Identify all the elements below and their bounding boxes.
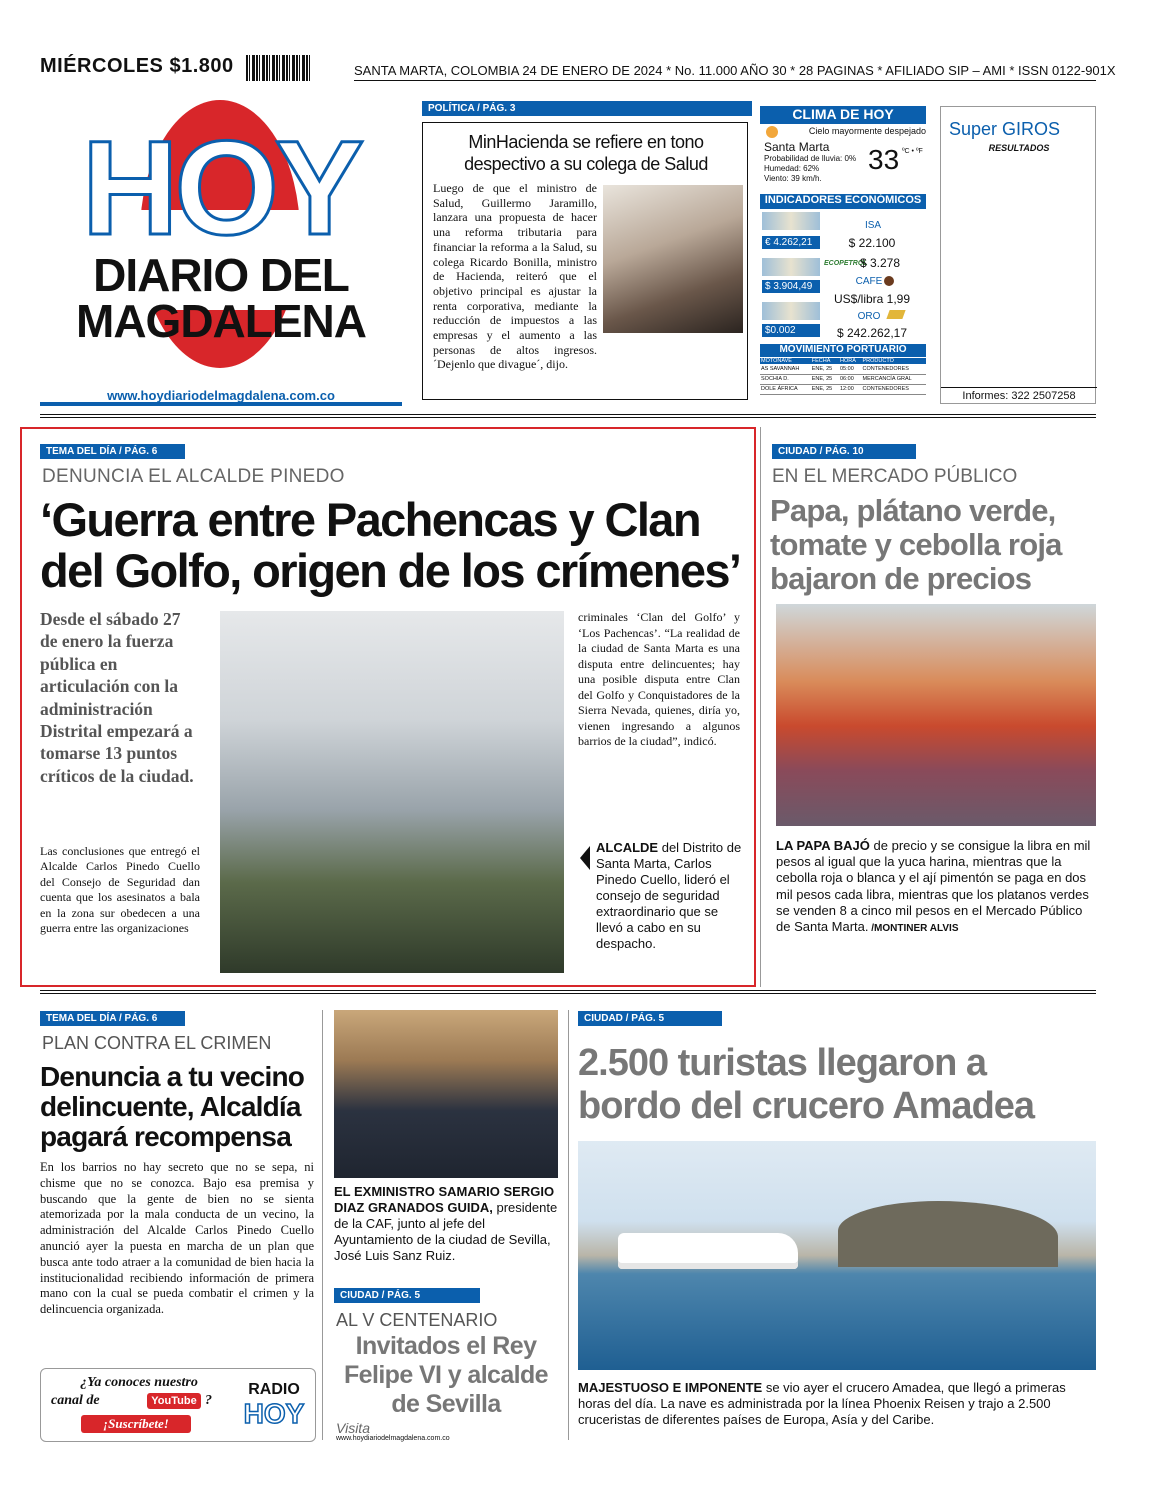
euro-value: € 4.262,21: [762, 236, 820, 249]
sevilla-kicker: AL V CENTENARIO: [336, 1310, 498, 1330]
supergiros-panel[interactable]: [940, 106, 1096, 404]
caf-photo: [334, 1010, 558, 1178]
dollar-icon: [762, 258, 820, 276]
port-title: MOVIMIENTO PORTUARIO: [760, 344, 926, 357]
cafe-label: CAFE: [855, 276, 883, 287]
divider: [40, 993, 1096, 994]
logo-magdalena: MAGDALENA: [76, 295, 366, 347]
port-cell: CONTENEDORES: [862, 364, 927, 374]
promo-question-mark: ?: [205, 1393, 212, 1408]
caption-text: de precio y se consigue la libra en mil pesos al igual que la yuca harina, mientras que la cebolla roja o blanca y el ají pimentón se paga en dos mil pesos cada libra, mientras que los platanos verdes se venden 8 a cinco mil pesos en el Mercado Público de Santa Marta.: [776, 838, 1091, 935]
bolivar-icon: [762, 302, 820, 320]
weather-indicators-panel: [760, 106, 926, 404]
port-cell: 06:00: [839, 374, 862, 384]
port-cell: ENE, 25: [811, 364, 839, 374]
weather-humidity: Humedad: 62%: [764, 164, 820, 173]
radio-hoy-logo: HOY: [243, 1398, 305, 1429]
politica-body: Luego de que el ministro de Salud, Guillermo Jaramillo, lanzara una propuesta de hacer una reforma tributaria para financiar la reforma a la Salud, su colega Ricardo Bonilla, ministro de Hacienda, reiteró que el objetivo principal es ajustar la renta corporativa, mediante la reducción de impuestos a las empresas y el aumento a las personas de altos ingresos. ´Dejenlo que divague´, dijo.: [433, 181, 597, 372]
subscribe-button[interactable]: ¡Suscríbete!: [81, 1415, 191, 1433]
dollar-value: $ 3.904,49: [762, 280, 820, 293]
section-tag-mercado[interactable]: CIUDAD / PÁG. 10: [772, 444, 916, 459]
caption-lead: MAJESTUOSO E IMPONENTE: [578, 1380, 763, 1395]
port-cell: MERCANCÍA GRAL: [862, 374, 927, 384]
column-divider: [322, 1010, 323, 1440]
main-lead: Desde el sábado 27 de enero la fuerza pública en articulación con la administración Distrital empezará a tomarse 13 puntos críticos de la ciudad.: [40, 609, 194, 786]
port-cell: DOLE ÁFRICA: [760, 384, 811, 394]
politica-headline[interactable]: MinHacienda se refiere en tono despectivo a su colega de Salud: [464, 132, 708, 174]
column-divider: [568, 1010, 569, 1440]
main-headline[interactable]: ‘Guerra entre Pachencas y Clan del Golfo, origen de los crímenes’: [40, 493, 741, 597]
divider: [354, 80, 1096, 81]
supergiros-logo: Super GIROS: [949, 119, 1061, 139]
bolivar-value: $0.002: [762, 324, 820, 337]
port-table: [760, 358, 926, 395]
caption-text: presidente de la CAF, junto al jefe del Ayuntamiento de la ciudad de Sevilla, José Luis Sanz Ruiz.: [334, 1200, 558, 1263]
radio-logo-text: RADIO: [248, 1381, 300, 1398]
port-header-cell: MOTONAVE: [760, 358, 811, 364]
ecopetrol-value: $ 3.278: [859, 256, 901, 270]
top-bar: [40, 55, 1116, 85]
ship-shape: [618, 1233, 798, 1269]
gold-bar-icon: [886, 310, 905, 319]
crimen-kicker: PLAN CONTRA EL CRIMEN: [42, 1033, 272, 1053]
main-kicker: DENUNCIA EL ALCALDE PINEDO: [42, 466, 345, 487]
weather-temp: 33: [868, 144, 900, 175]
masthead[interactable]: [40, 100, 402, 410]
weather-city: Santa Marta: [764, 140, 830, 154]
barcode-icon: [246, 55, 312, 81]
port-cell: 12:00: [839, 384, 862, 394]
port-table-body: [760, 364, 926, 394]
crucero-headline[interactable]: 2.500 turistas llegaron a bordo del crucero Amadea: [578, 1042, 1035, 1127]
section-tag-crimen[interactable]: TEMA DEL DÍA / PÁG. 6: [40, 1011, 185, 1026]
main-body: Las conclusiones que entregó el Alcalde Carlos Pinedo Cuello del Consejo de Seguridad dan cuenta que los asesinatos a bala en la zona sur obedecen a una guerra entre las organizaciones: [40, 844, 200, 936]
table-row: [760, 384, 926, 394]
section-tag-main[interactable]: TEMA DEL DÍA / PÁG. 6: [40, 444, 185, 459]
caption-lead: LA PAPA BAJÓ: [776, 838, 870, 853]
divider: [40, 417, 1096, 418]
weekday-price: MIÉRCOLES $1.800: [40, 55, 234, 77]
main-photo-caption: [596, 840, 742, 952]
port-cell: CONTENEDORES: [862, 384, 927, 394]
port-cell: 05:00: [839, 364, 862, 374]
crimen-headline[interactable]: Denuncia a tu vecino delincuente, Alcaldía pagará recompensa: [40, 1061, 305, 1152]
crimen-body: En los barrios no hay secreto que no se sepa, ni chisme que no se conozca. Bajo esa premisa y buscando que la gente de bien no se sienta atemorizada por la mala conducta de un vecino, la administración del Alcalde Carlos Pinedo Cuello anunció ayer la puesta en marcha de un plan que busca ante todo atraer a la comunidad de bien hacia la institucionalidad recibiendo información de primera mano con la cual se pueda combatir el crimen y la delincuencia organizada.: [40, 1160, 314, 1317]
promo-line2: canal de: [51, 1393, 100, 1408]
weather-rain: Probabilidad de lluvia: 0%: [764, 154, 857, 163]
weather-wind: Viento: 39 km/h.: [764, 174, 822, 183]
port-cell: SOCHIA D.: [760, 374, 811, 384]
promo-line1: ¿Ya conoces nuestro: [80, 1375, 198, 1390]
ecopetrol-logo: ECOPETROL: [824, 260, 868, 267]
caf-caption: [334, 1184, 560, 1264]
youtube-promo[interactable]: [40, 1368, 316, 1442]
cruise-photo: [578, 1141, 1096, 1370]
caption-arrow-icon: [580, 846, 590, 870]
coffee-icon: [884, 276, 894, 286]
port-header-cell: FECHA: [811, 358, 839, 364]
edition-line: SANTA MARTA, COLOMBIA 24 DE ENERO DE 2024 * No. 11.000 AÑO 30 * 28 PAGINAS * AFILIADO SIP – AMI * ISSN 0122-901X: [354, 63, 1116, 78]
logo-diario-del: DIARIO DEL: [93, 249, 349, 301]
supergiros-phone: Informes: 322 2507258: [941, 387, 1097, 402]
minister-photo: [603, 185, 743, 333]
oro-value: $ 242.262,17: [836, 326, 908, 340]
euro-icon: [762, 212, 820, 230]
caption-text: del Distrito de Santa Marta, Carlos Pinedo Cuello, lideró el consejo de seguridad extraordinario que se llevó a cabo en su despacho.: [596, 840, 742, 951]
politica-story[interactable]: [422, 122, 748, 400]
isa-value: $ 22.100: [848, 236, 896, 250]
sevilla-headline[interactable]: Invitados el Rey Felipe VI y alcalde de Sevilla: [344, 1332, 548, 1418]
port-cell: AS SAVANNAH: [760, 364, 811, 374]
oro-label: ORO: [857, 311, 881, 322]
indicators-title: INDICADORES ECONÓMICOS: [760, 194, 926, 209]
website-link[interactable]: www.hoydiariodelmagdalena.com.co: [40, 388, 402, 406]
caption-lead: EL EXMINISTRO SAMARIO SERGIO DIAZ GRANADOS GUIDA,: [334, 1184, 555, 1215]
section-tag-sevilla[interactable]: CIUDAD / PÁG. 5: [334, 1288, 480, 1303]
youtube-logo-icon[interactable]: YouTube: [147, 1393, 201, 1409]
isa-label: ISA: [864, 220, 882, 231]
section-tag-politica[interactable]: POLÍTICA / PÁG. 3: [422, 101, 752, 116]
website-link-small[interactable]: www.hoydiariodelmagdalena.com.co: [336, 1435, 450, 1442]
logo-hoy: HOY: [81, 114, 361, 263]
divider: [40, 990, 1096, 991]
port-cell: ENE, 25: [811, 384, 839, 394]
table-row: [760, 374, 926, 384]
table-row: [760, 364, 926, 374]
weather-temp-unit: ºC • ºF: [902, 148, 923, 155]
visit-label: Visita: [336, 1420, 370, 1436]
weather-sky: Cielo mayormente despejado: [808, 126, 926, 136]
weather-details: [764, 154, 856, 184]
port-cell: ENE, 25: [811, 374, 839, 384]
port-header-cell: HORA: [839, 358, 862, 364]
port-header-cell: PRODUCTO: [862, 358, 927, 364]
photo-credit: /MONTINER ALVIS: [868, 923, 959, 935]
mercado-headline[interactable]: Papa, plátano verde, tomate y cebolla roja bajaron de precios: [770, 493, 1062, 596]
main-body-continued: criminales ‘Clan del Golfo’ y ‘Los Pachencas’. “La realidad de la ciudad de Santa Marta es una disputa entre delincuentes; hay una posible disputa entre Clan del Golfo y Conquistadores de la Sierra Nevada, quienes, diría yo, vienen ingresando a algunos barrios de la ciudad”, indicó.: [578, 610, 740, 748]
mercado-caption: [776, 838, 1094, 937]
mercado-kicker: EN EL MERCADO PÚBLICO: [772, 466, 1018, 487]
column-divider: [760, 427, 761, 987]
supergiros-results-label: RESULTADOS: [988, 143, 1050, 153]
market-photo: [776, 604, 1096, 826]
caption-text: se vio ayer el crucero Amadea, que llegó a primeras horas del día. La nave es administrada por la línea Phoenix Reisen y trajo a 2.500 cruceristas de diferentes países de Europa, Asía y del Caribe.: [578, 1380, 1066, 1427]
caption-lead: ALCALDE: [596, 840, 659, 855]
crucero-caption: [578, 1380, 1098, 1428]
section-tag-crucero[interactable]: CIUDAD / PÁG. 5: [578, 1011, 722, 1026]
mayor-photo: [220, 611, 564, 973]
divider: [40, 414, 1096, 415]
cafe-value: US$/libra 1,99: [833, 292, 911, 306]
island-shape: [838, 1201, 1058, 1267]
weather-title: CLIMA DE HOY: [760, 106, 926, 124]
